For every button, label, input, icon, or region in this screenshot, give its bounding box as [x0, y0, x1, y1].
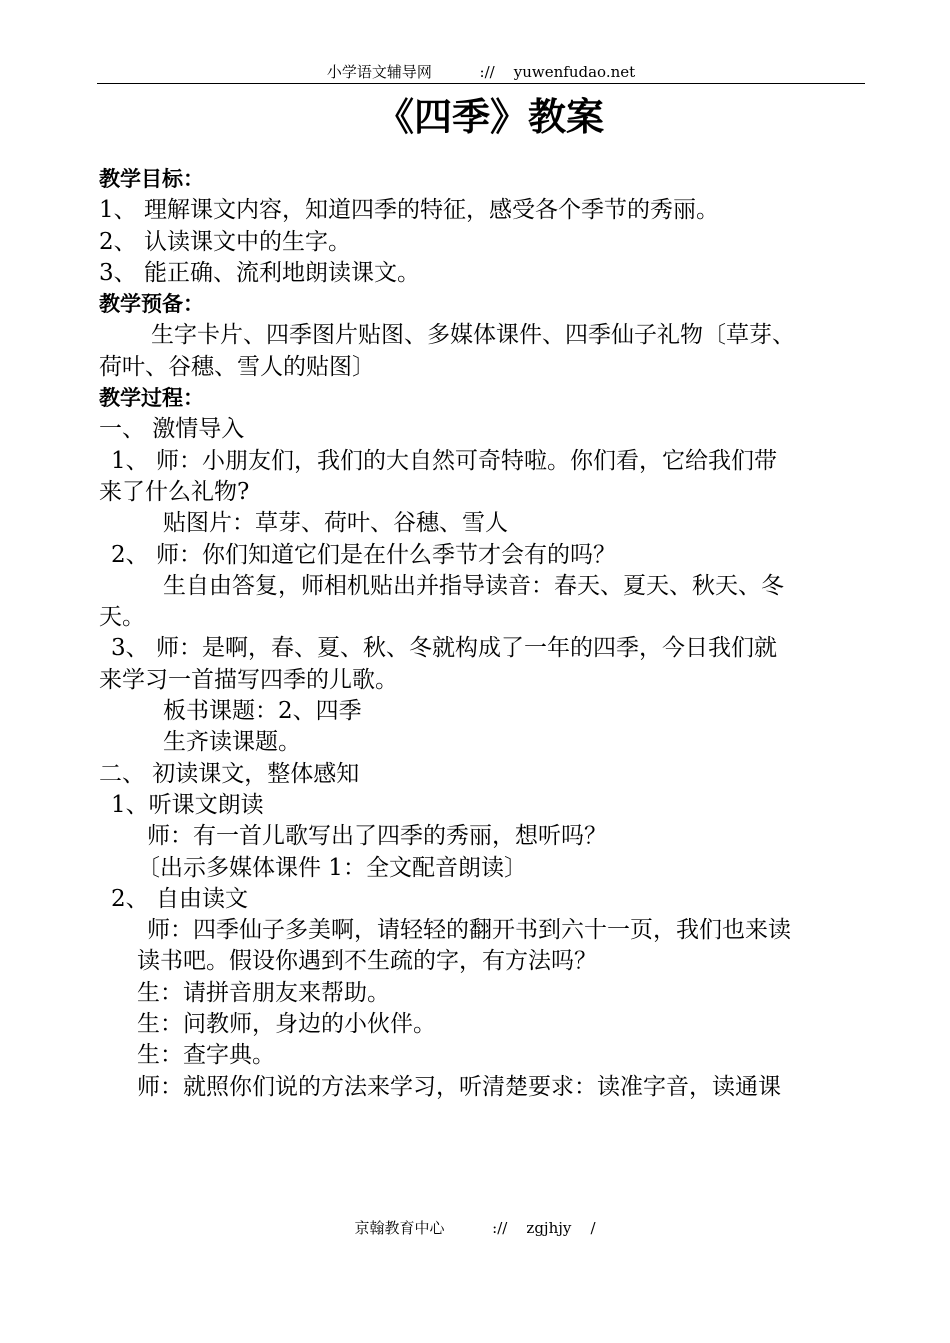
process-line: 2、 师：你们知道它们是在什么季节才会有的吗？	[111, 541, 616, 568]
process-line: 1、听课文朗读	[111, 791, 264, 818]
process-line: 读书吧。假设你遇到不生疏的字，有方法吗？	[137, 948, 597, 975]
process-line: 一、 激情导入	[99, 416, 245, 443]
process-line: 来了什么礼物?	[99, 478, 250, 505]
process-line: 3、 师：是啊，春、夏、秋、冬就构成了一年的四季，今日我们就	[111, 635, 777, 662]
goal-item: 1、 理解课文内容，知道四季的特征，感受各个季节的秀丽。	[99, 197, 719, 224]
header-domain: yuwenfudao.net	[513, 63, 636, 81]
prep-line: 生字卡片、四季图片贴图、多媒体课件、四季仙子礼物〔草芽、	[151, 322, 795, 349]
process-line: 1、 师：小朋友们，我们的大自然可奇特啦。你们看，它给我们带	[111, 447, 777, 474]
process-line: 来学习一首描写四季的儿歌。	[99, 666, 398, 693]
goals-heading: 教学目标：	[99, 167, 204, 191]
process-line: 板书课题：2、四季	[163, 698, 362, 725]
process-line: 生齐读课题。	[163, 729, 301, 756]
process-line: 师：有一首儿歌写出了四季的秀丽，想听吗？	[147, 823, 607, 850]
footer-domain: zgjhjy	[526, 1219, 572, 1237]
process-line: 天。	[99, 604, 145, 631]
process-line: 〔出示多媒体课件 1：全文配音朗读〕	[137, 854, 527, 881]
prep-line: 荷叶、谷穗、雪人的贴图〕	[99, 353, 375, 380]
page-header	[97, 62, 865, 84]
prep-heading: 教学预备：	[99, 292, 204, 317]
process-line: 生：问教师，身边的小伙伴。	[137, 1011, 436, 1038]
process-line: 二、 初读课文，整体感知	[99, 760, 360, 787]
header-protocol: ://	[479, 63, 495, 81]
page-footer	[0, 1218, 950, 1238]
process-line: 2、 自由读文	[111, 885, 248, 912]
process-heading: 教学过程：	[99, 386, 204, 411]
header-site-name: 小学语文辅导网	[326, 63, 432, 81]
document-title: 《四季》教案	[375, 95, 604, 139]
process-line: 生：查字典。	[137, 1042, 275, 1069]
goal-item: 3、 能正确、流利地朗读课文。	[99, 259, 420, 286]
footer-protocol: ://	[492, 1219, 508, 1237]
process-line: 生自由答复，师相机贴出并指导读音：春天、夏天、秋天、冬	[163, 572, 784, 599]
process-line: 师：四季仙子多美啊，请轻轻的翻开书到六十一页，我们也来读	[147, 917, 791, 944]
footer-org-name: 京翰教育中心	[354, 1219, 445, 1237]
document-body	[99, 164, 869, 1103]
process-line: 师：就照你们说的方法来学习，听清楚要求：读准字音，读通课	[137, 1073, 781, 1100]
process-line: 贴图片：草芽、荷叶、谷穗、雪人	[163, 510, 508, 537]
process-line: 生：请拼音朋友来帮助。	[137, 979, 390, 1006]
footer-slash: /	[590, 1219, 596, 1237]
goal-item: 2、 认读课文中的生字。	[99, 228, 351, 255]
